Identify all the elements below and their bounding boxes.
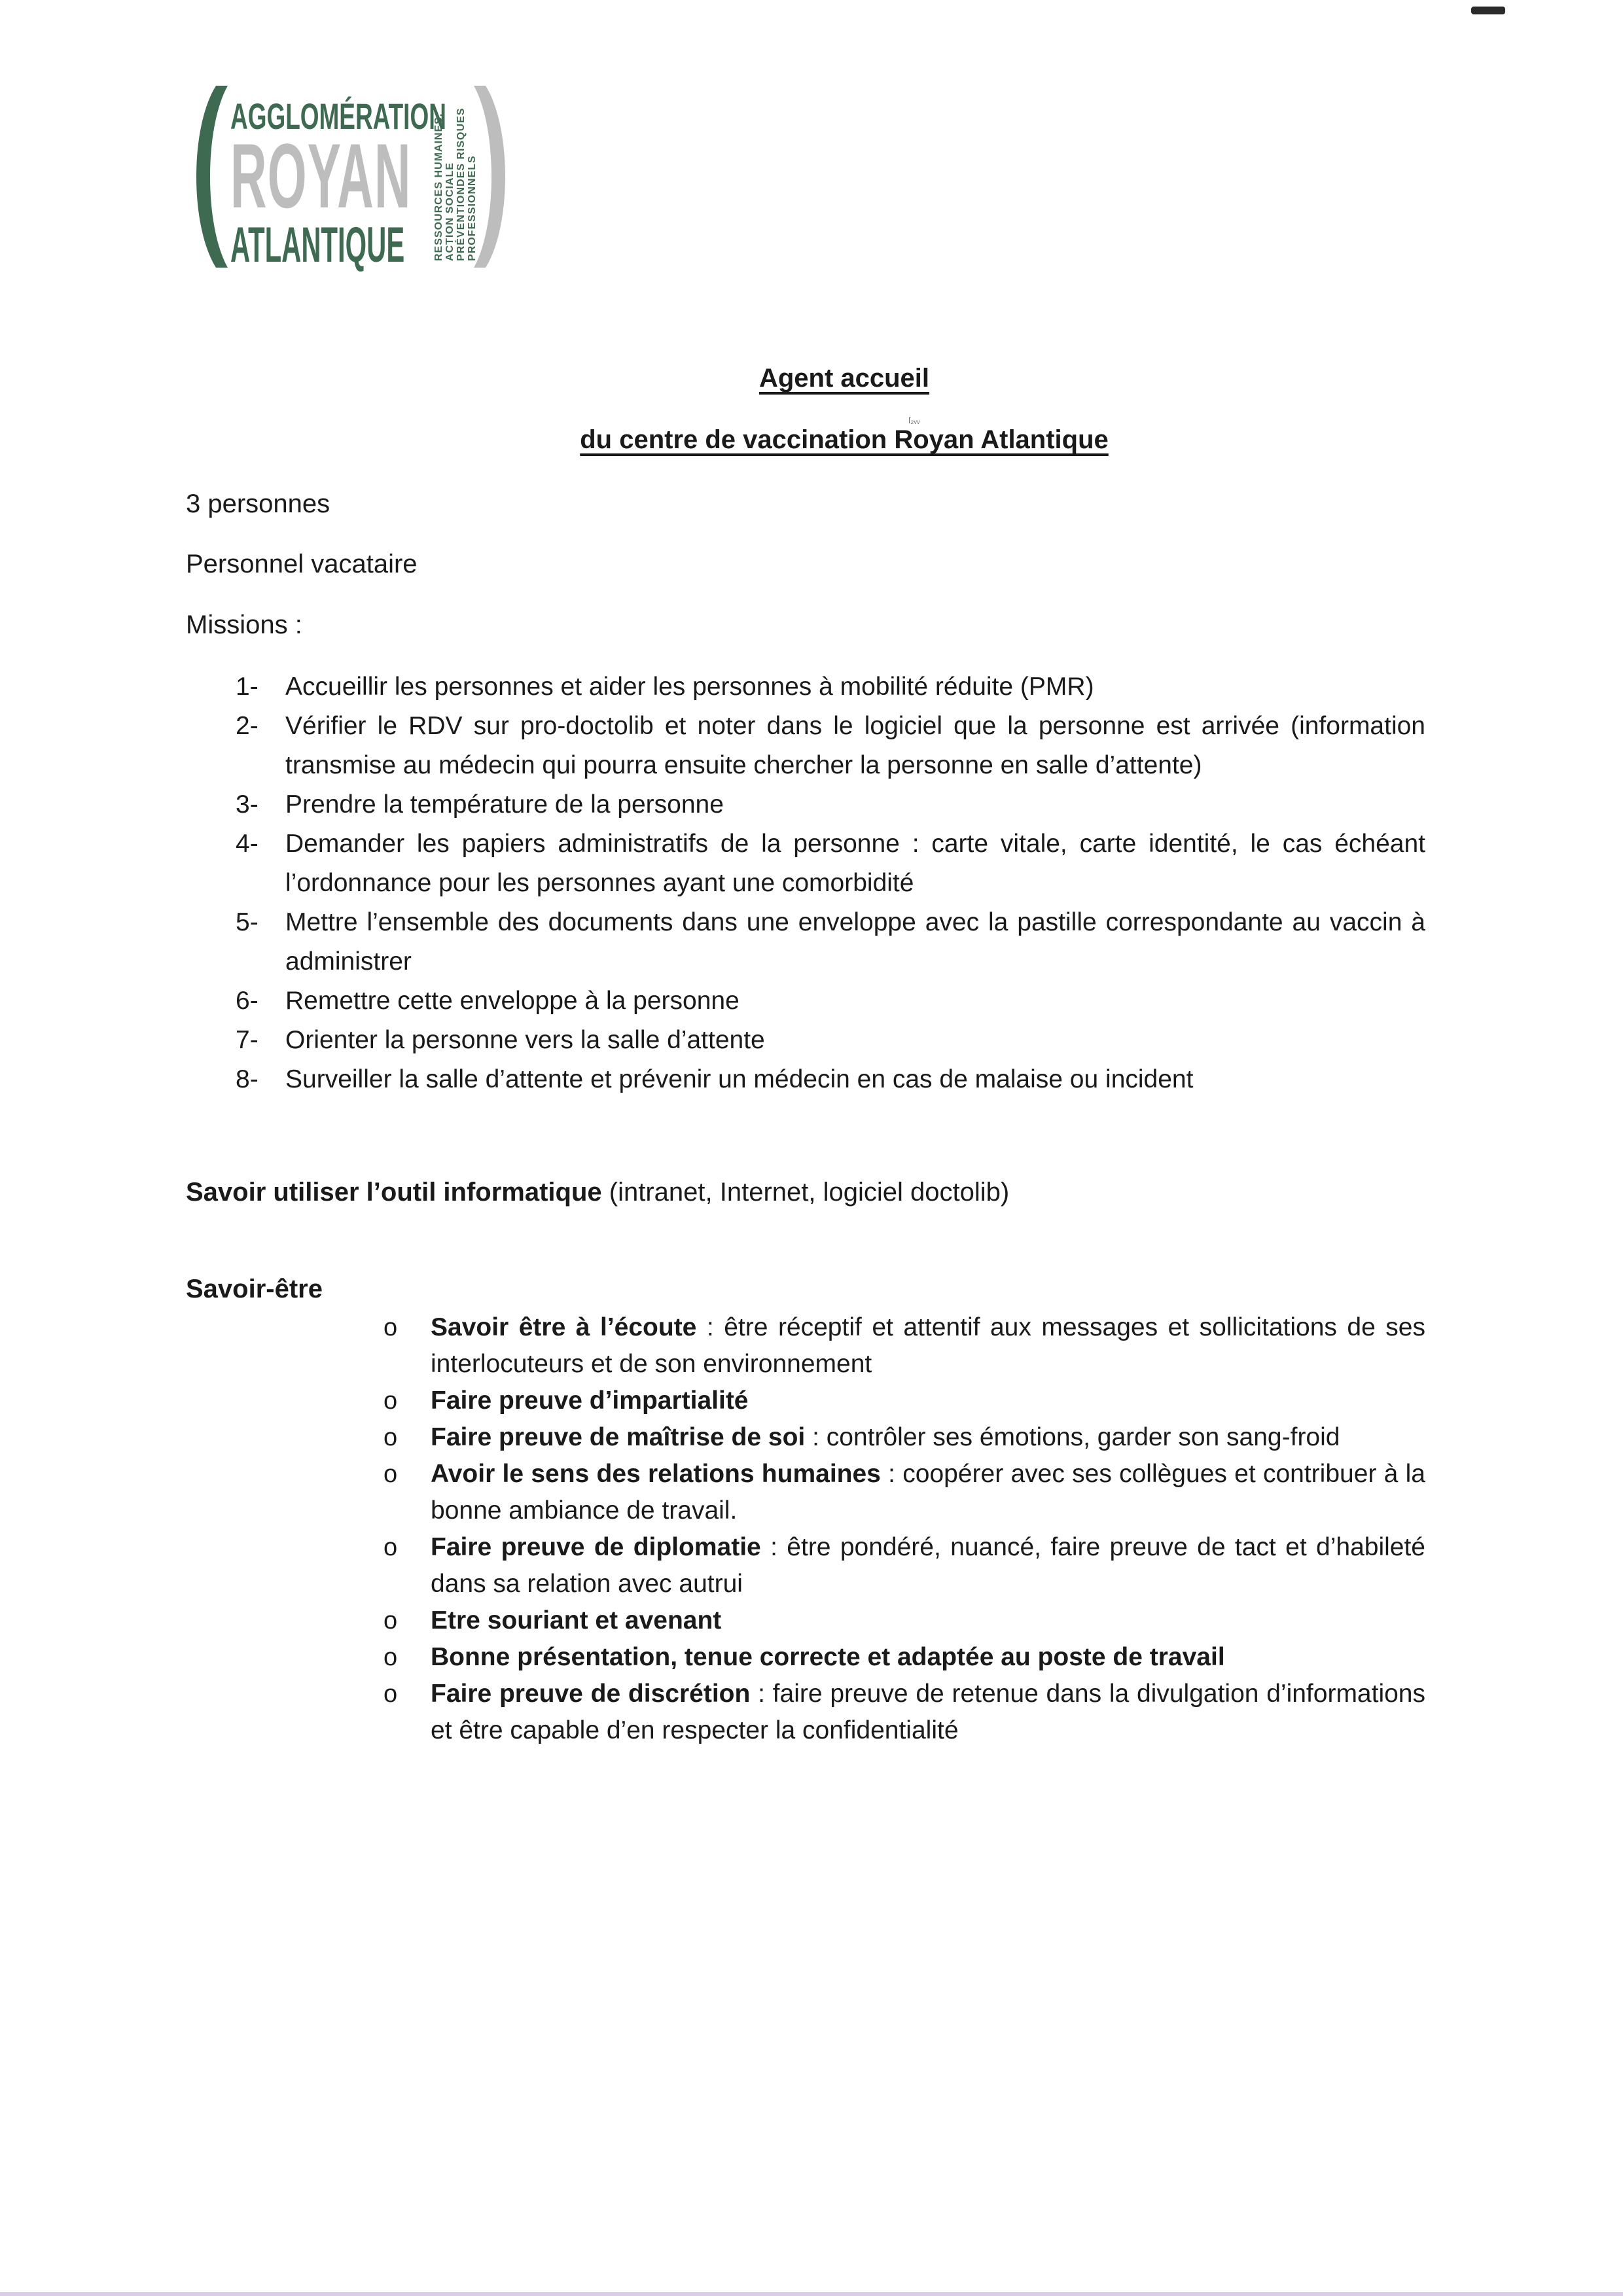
logo-side-line: PRÉVENTIONDES RISQUES: [455, 107, 467, 261]
mission-text: Surveiller la salle d’attente et prévenir un médecin en cas de malaise ou incident: [285, 1065, 1194, 1093]
mission-item: [236, 981, 1425, 1021]
mission-number: 7-: [236, 1026, 259, 1054]
mission-text: Accueillir les personnes et aider les personnes à mobilité réduite (PMR): [285, 673, 1094, 701]
document-title: Agent accueil: [758, 364, 930, 393]
soft-skill-title: Bonne présentation, tenue correcte et adaptée au poste de travail: [431, 1643, 1225, 1671]
missions-heading: Missions :: [186, 610, 302, 639]
agglomeration-logo: [185, 82, 525, 272]
missions-list: [236, 667, 1425, 1099]
soft-skill-detail: : être réceptif et attentif aux messages et sollicitations de ses interlocuteurs et de son environnement: [431, 1313, 1426, 1378]
soft-skill-detail: : contrôler ses émotions, garder son sang-froid: [805, 1423, 1340, 1451]
mission-number: 3-: [236, 790, 259, 819]
mission-text: Orienter la personne vers la salle d’attente: [285, 1026, 765, 1054]
soft-skill-detail: : coopérer avec ses collègues et contribuer à la bonne ambiance de travail.: [431, 1460, 1425, 1525]
mission-text: Remettre cette enveloppe à la personne: [285, 987, 740, 1015]
soft-skill-title: Faire preuve de discrétion: [431, 1680, 751, 1708]
mission-number: 2-: [236, 712, 259, 740]
soft-skill-detail: : être pondéré, nuancé, faire preuve de tact et d’habileté dans sa relation avec autrui: [431, 1533, 1425, 1598]
scan-bottom-edge: [0, 2292, 1623, 2296]
bullet-circle-icon: o: [383, 1424, 398, 1451]
mission-text: Vérifier le RDV sur pro-doctolib et noter dans le logiciel que la personne est arrivée (information transmise au médecin qui pourra ensuite chercher la personne en salle d’attente): [285, 712, 1425, 779]
mission-text: Prendre la température de la personne: [285, 790, 724, 819]
mission-text: Demander les papiers administratifs de la personne : carte vitale, carte identité, le cas échéant l’ordonnance pour les personnes ayant une comorbidité: [285, 830, 1425, 897]
mission-item: [236, 707, 1425, 785]
soft-skill-item: [372, 1639, 1425, 1676]
soft-skill-item: [372, 1676, 1425, 1749]
mission-number: 8-: [236, 1065, 259, 1093]
mission-number: 5-: [236, 908, 259, 936]
soft-skill-item: [372, 1529, 1425, 1602]
bullet-circle-icon: o: [383, 1387, 398, 1415]
staff-status: Personnel vacataire: [186, 550, 418, 578]
logo-side-line: PROFESSIONNELS: [467, 155, 478, 261]
soft-skill-title: Faire preuve de maîtrise de soi: [431, 1423, 806, 1451]
bullet-circle-icon: o: [383, 1607, 398, 1634]
soft-skills-heading: Savoir-être: [186, 1275, 323, 1303]
scan-mark: [1471, 7, 1505, 14]
soft-skill-item: [372, 1383, 1425, 1419]
logo-line-royan: ROYAN: [230, 124, 412, 227]
document-subtitle: du centre de vaccination Royan Atlantique: [580, 425, 1109, 454]
bullet-circle-icon: o: [383, 1680, 398, 1708]
mission-item: [236, 785, 1425, 824]
soft-skill-item: [372, 1456, 1425, 1529]
bullet-circle-icon: o: [383, 1460, 398, 1488]
bullet-circle-icon: o: [383, 1644, 398, 1671]
soft-skill-item: [372, 1602, 1425, 1639]
soft-skill-title: Savoir être à l’écoute: [431, 1313, 697, 1341]
soft-skills-list: [372, 1309, 1425, 1749]
soft-skill-title: Etre souriant et avenant: [431, 1606, 722, 1634]
mission-number: 1-: [236, 673, 259, 701]
mission-text: Mettre l’ensemble des documents dans une enveloppe avec la pastille correspondante au vaccin à administrer: [285, 908, 1425, 976]
it-skills-detail: (intranet, Internet, logiciel doctolib): [601, 1178, 1010, 1207]
logo-line-agglomeration: AGGLOMÉRATION: [230, 96, 446, 137]
mission-item: [236, 824, 1425, 903]
mission-item: [236, 1021, 1425, 1060]
mission-number: 6-: [236, 987, 259, 1015]
staff-count: 3 personnes: [186, 489, 330, 518]
it-skills-label: Savoir utiliser l’outil informatique: [186, 1178, 602, 1207]
logo-line-atlantique: ATLANTIQUE: [230, 217, 405, 273]
soft-skill-detail: : faire preuve de retenue dans la divulgation d’informations et être capable d’en respecter la confidentialité: [431, 1680, 1425, 1744]
mission-number: 4-: [236, 830, 259, 858]
soft-skill-title: Avoir le sens des relations humaines: [431, 1460, 881, 1488]
handwritten-mark: ſ₂ᵥᵥ: [908, 415, 920, 425]
bullet-circle-icon: o: [383, 1314, 398, 1341]
mission-item: [236, 667, 1425, 707]
soft-skill-title: Faire preuve de diplomatie: [431, 1533, 761, 1561]
logo-side-line: RESSOURCES HUMAINES,: [433, 113, 444, 261]
soft-skill-title: Faire preuve d’impartialité: [431, 1386, 749, 1415]
mission-item: [236, 1060, 1425, 1099]
mission-item: [236, 903, 1425, 981]
soft-skill-item: [372, 1419, 1425, 1456]
bullet-circle-icon: o: [383, 1534, 398, 1561]
logo-side-line: ACTION SOCIALE: [444, 162, 455, 261]
it-skills-line: [186, 1178, 1009, 1207]
soft-skill-item: [372, 1309, 1425, 1383]
